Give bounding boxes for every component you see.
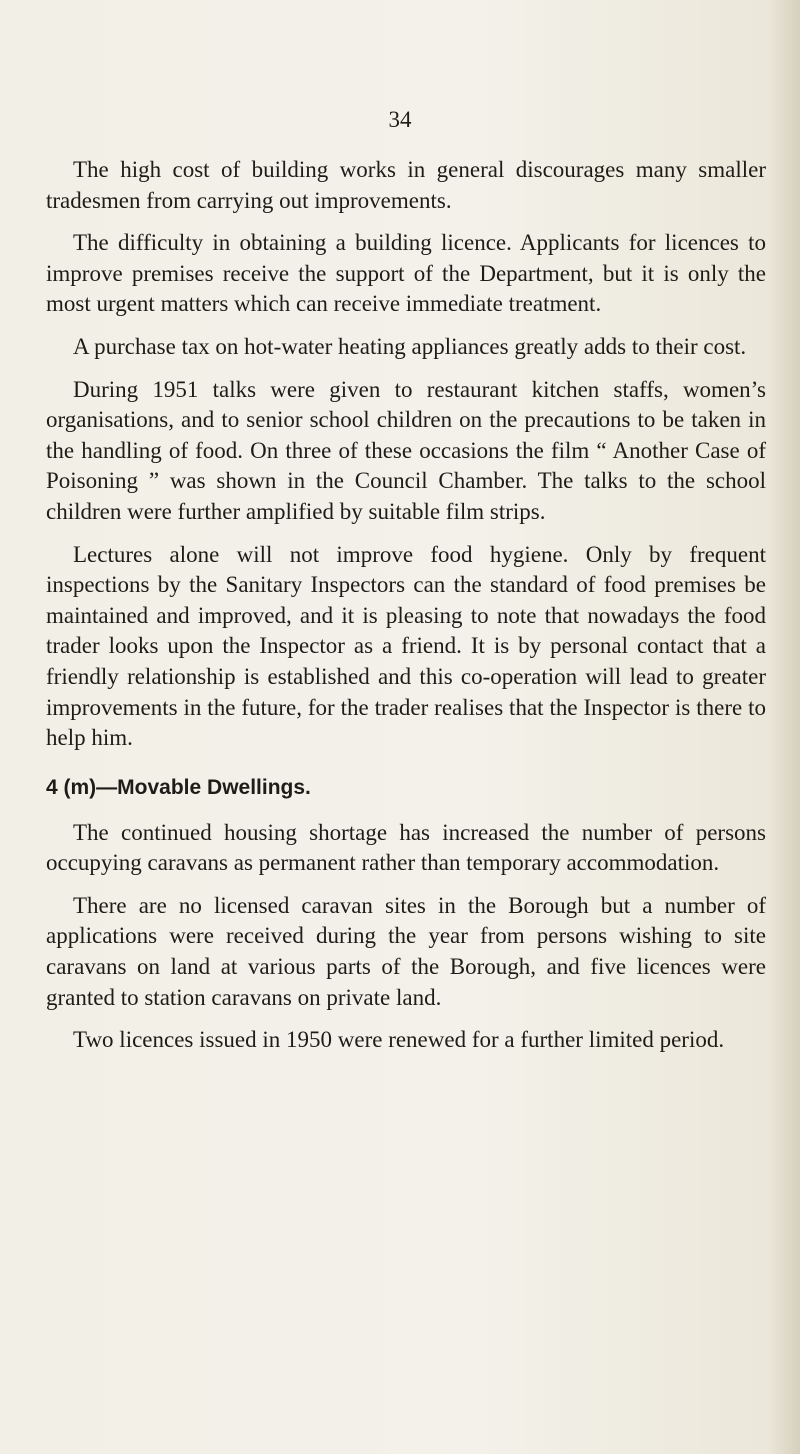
body-text xyxy=(46,155,766,1068)
paragraph-building-licence: The difficulty in obtaining a building licence. Applicants for licences to improve premises receive the support of the Department, but it is only the most urgent matters which can receive immediate treatment. xyxy=(46,230,766,317)
paragraph-caravan-sites: There are no licensed caravan sites in the Borough but a number of applications were received during the year from persons wishing to site caravans on land at various parts of the Borough, and five licences were granted to station caravans on private land. xyxy=(46,892,766,1010)
paragraph-purchase-tax: A purchase tax on hot-water heating appliances greatly adds to their cost. xyxy=(73,333,747,359)
paragraph-housing-shortage: The continued housing shortage has increased the number of persons occupying caravans as permanent rather than temporary accommodation. xyxy=(46,819,766,876)
paragraph-talks-1951: During 1951 talks were given to restaurant kitchen staffs, women’s organisations, and to senior school children on the precautions to be taken in the handling of food. On three of these occasions the film “ Another Case of Poisoning ” was shown in the Council Chamber. The talks to the school children were further amplified by suitable film strips. xyxy=(46,376,766,524)
section-heading-movable-dwellings: 4 (m)—Movable Dwellings. xyxy=(46,775,311,799)
paragraph-building-costs: The high cost of building works in general discourages many smaller tradesmen from carrying out improvements. xyxy=(46,157,766,213)
paragraph-licences-renewed: Two licences issued in 1950 were renewed for a further limited period. xyxy=(73,1027,725,1053)
page-number: 34 xyxy=(388,107,412,132)
paragraph-lectures: Lectures alone will not improve food hygiene. Only by frequent inspections by the Sanitary Inspectors can the standard of food premises be maintained and improved, and it is pleasing to note that nowadays the food trader looks upon the Inspector as a friend. It is by personal contact that a friendly relationship is established and this co-operation will lead to greater improvements in the future, for the trader realises that the Inspector is there to help him. xyxy=(46,541,766,751)
